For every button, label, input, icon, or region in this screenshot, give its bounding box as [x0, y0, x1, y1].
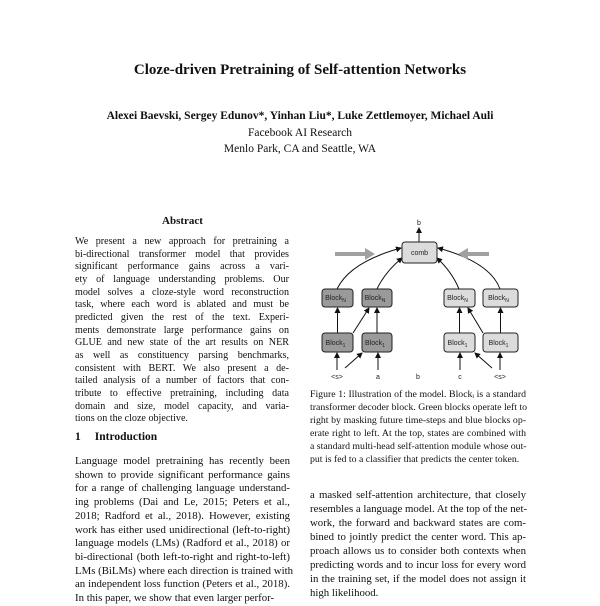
arrow-to-comb	[437, 258, 459, 289]
location: Menlo Park, CA and Seattle, WA	[223, 143, 377, 155]
text-line: work, the forward and backward states are com-	[310, 517, 526, 529]
input-token-label: b	[416, 374, 420, 381]
text-line: ety of language understanding problems. Our	[75, 273, 289, 285]
text-line: a standard multi-head self-attention module whose out-	[310, 441, 527, 452]
block-n-label: Block$_N$	[447, 295, 468, 304]
arrow-to-comb	[377, 258, 402, 289]
cross-arrow	[353, 308, 369, 333]
text-line: predicting words and to incur loss for every word	[310, 559, 526, 571]
text-line: ing problems (Dai and Le, 2015; Peters et al.,	[75, 496, 290, 509]
text-line: model solves a cloze-style word reconstruction	[75, 286, 289, 298]
input-arrow	[345, 353, 362, 368]
block-1-label: Block$_1$	[325, 340, 346, 349]
block-1-label: Block$_1$	[488, 340, 509, 349]
text-line: Language model pretraining has recently been	[75, 455, 290, 467]
text-line: significant performance gains across a vari-	[75, 261, 289, 273]
text-line: ments demonstrate large performance gains on	[75, 324, 289, 336]
input-arrow	[475, 353, 492, 368]
text-line: task, where each word is ablated and must be	[75, 299, 289, 311]
block-n-label: Block$_N$	[325, 295, 346, 304]
backward-direction-arrow	[458, 248, 489, 260]
section-number: 1	[75, 431, 81, 443]
block-1-label: Block$_1$	[447, 340, 468, 349]
input-token-label: a	[376, 374, 380, 381]
text-line: bined to jointly predict the center word. This ap-	[310, 531, 526, 543]
text-line: In this paper, we show that even larger perfor-	[75, 592, 275, 605]
input-token-label: <s>	[494, 374, 506, 381]
author-list: Alexei Baevski, Sergey Edunov*, Yinhan Liu*, Luke Zettlemoyer, Michael Auli	[106, 110, 494, 122]
text-line: LMs (BiLMs) where each direction is trained with	[75, 564, 293, 577]
text-line: proach allows us to consider both contexts when	[310, 545, 526, 557]
text-line: transformer decoder block. Green blocks operate left to	[310, 402, 528, 413]
text-line: shown to provide significant performance gains	[75, 468, 290, 481]
text-line: tions on the cloze objective.	[75, 413, 188, 425]
output-label: b	[417, 220, 421, 227]
comb-label: comb	[410, 250, 429, 257]
block-n-label: Block$_N$	[364, 295, 386, 304]
text-line: language models (LMs) (Radford et al., 2018) or	[75, 537, 290, 550]
text-line: domain and size, model capacity, and varia-	[75, 400, 289, 412]
text-line: predicted given the rest of the text. Experi-	[75, 311, 289, 323]
figure-1-diagram	[300, 210, 540, 390]
text-line: high likelihood.	[310, 587, 379, 599]
text-line: resembles a language model. At the top of the net-	[310, 503, 528, 515]
text-line: an independent loss function (Peters et al., 2018).	[75, 578, 290, 591]
right-column-body	[310, 488, 526, 600]
intro-heading	[75, 431, 171, 443]
abstract-heading: Abstract	[162, 215, 203, 227]
text-line: in the training set, if the model does not assign it	[310, 573, 526, 585]
text-line: erate right to left. At the top, states are combined with	[310, 428, 526, 439]
block-n-label: Block$_N$	[488, 295, 509, 304]
text-line: tribute to effective pretraining, including data	[75, 387, 289, 399]
cross-arrow	[468, 308, 483, 333]
affiliation: Facebook AI Research	[247, 127, 353, 139]
text-line: Figure 1: Illustration of the model. Blockᵢ is a standard	[310, 389, 526, 400]
text-line: consistent with BERT. We also present a de-	[75, 362, 289, 374]
text-line: GLUE and new state of the art results on NER	[75, 337, 289, 349]
intro-body	[75, 455, 293, 606]
text-line: right by masking future time-steps and blue blocks op-	[310, 415, 526, 426]
text-line: bi-directional transformer model that provides	[75, 248, 289, 260]
text-line: work has either used unidirectional (left-to-right)	[75, 523, 290, 536]
text-line: for a range of challenging language understand-	[75, 482, 290, 495]
text-line: bi-directional (both left-to-right and right-to-left)	[75, 550, 290, 563]
input-token-label: c	[458, 374, 462, 381]
block-1-label: Block$_1$	[365, 340, 385, 349]
text-line: tailed analysis of a number of factors that con-	[75, 375, 289, 387]
abstract-body	[75, 236, 289, 426]
text-line: a masked self-attention architecture, that closely	[310, 489, 526, 501]
text-line: We present a new approach for pretraining a	[75, 236, 289, 247]
figure-caption	[310, 388, 526, 466]
text-line: 2018; Radford et al., 2018). However, existing	[75, 509, 290, 522]
forward-direction-arrow	[335, 248, 375, 260]
input-token-label: <s>	[331, 374, 343, 381]
paper-title: Cloze-driven Pretraining of Self-attention Networks	[133, 62, 467, 78]
text-line: put is fed to a classifier that predicts the center token.	[310, 454, 520, 465]
section-title: Introduction	[94, 431, 158, 443]
text-line: as well as constituency parsing benchmarks,	[75, 349, 289, 361]
